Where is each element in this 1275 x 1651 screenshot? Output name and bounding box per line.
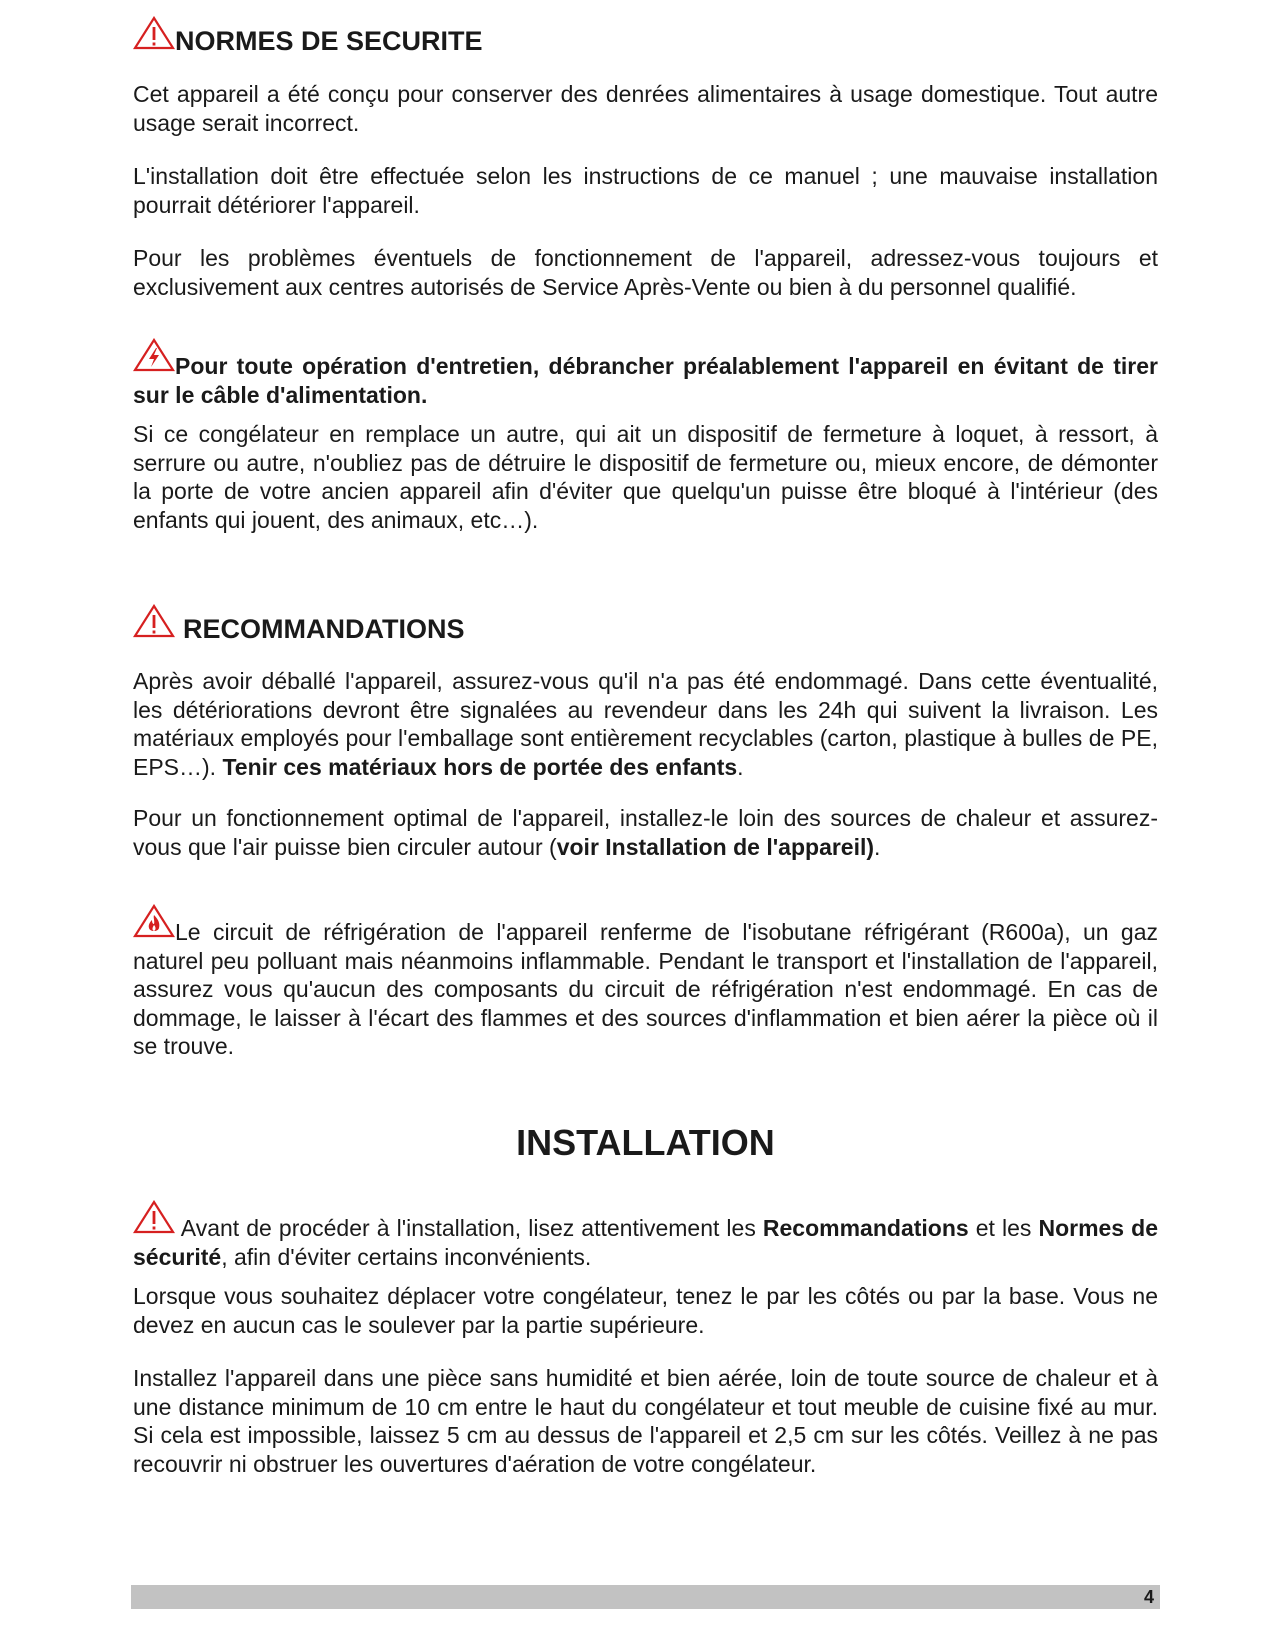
recommendations-paragraph-3 xyxy=(133,904,1158,1061)
installation-paragraph-1 xyxy=(133,1200,1158,1271)
safety-heading xyxy=(133,16,483,57)
rec-p1-end: . xyxy=(737,753,744,780)
maintenance-warning-text: Pour toute opération d'entretien, débrancher préalablement l'appareil en évitant de tirer sur le câble d'alimentation. xyxy=(133,353,1158,408)
rec-p2-bold: voir Installation de l'appareil) xyxy=(556,833,875,860)
page-number: 4 xyxy=(1143,1587,1154,1607)
inst-p1-bold-recommandations: Recommandations xyxy=(762,1215,969,1241)
flammable-hazard-icon xyxy=(133,904,175,947)
electric-hazard-icon xyxy=(133,338,175,381)
recommendations-title: RECOMMANDATIONS xyxy=(183,614,465,644)
installation-paragraph-2: Lorsque vous souhaitez déplacer votre congélateur, tenez le par les côtés ou par la base. Vous ne devez en aucun cas le soulever par la partie supérieure. xyxy=(133,1283,1158,1338)
safety-paragraph-2: L'installation doit être effectuée selon les instructions de ce manuel ; une mauvaise installation pourrait détériorer l'appareil. xyxy=(133,163,1158,218)
rec-p1-text: Après avoir déballé l'appareil, assurez-vous qu'il n'a pas été endommagé. Dans cette éventualité, les détériorations devront être signalées au revendeur dans les 24h qui suivent la livraison. Les matériaux employés pour l'emballage sont entièrement recyclables (carton, plastique à bulles de PE, EPS…). xyxy=(133,668,1158,780)
recommendations-paragraph-2 xyxy=(133,804,1158,861)
inst-p1-e: , afin d'éviter certains inconvénients. xyxy=(221,1243,592,1270)
safety-paragraph-1: Cet appareil a été conçu pour conserver des denrées alimentaires à usage domestique. Tout autre usage serait incorrect. xyxy=(133,81,1158,136)
inst-p1-bold-normes: Normes de sécurité xyxy=(133,1215,1158,1270)
safety-paragraph-3: Pour les problèmes éventuels de fonctionnement de l'appareil, adressez-vous toujours et exclusivement aux centres autorisés de Service Après-Vente ou bien à du personnel qualifié. xyxy=(133,245,1158,300)
safety-paragraph-5: Si ce congélateur en remplace un autre, qui ait un dispositif de fermeture à loquet, à ressort, à serrure ou autre, n'oubliez pas de détruire le dispositif de fermeture ou, mieux encore, de démonter la porte de votre ancien appareil afin d'éviter que quelqu'un puisse être bloqué à l'intérieur (des enfants qui jouent, des animaux, etc…). xyxy=(133,421,1158,533)
footer-bar xyxy=(131,1585,1160,1609)
rec-p2-text: Pour un fonctionnement optimal de l'appareil, installez-le loin des sources de chaleur et assurez-vous que l'air puisse bien circuler autour ( xyxy=(133,805,1158,860)
rec-p2-end: . xyxy=(874,833,881,860)
rec-p1-bold: Tenir ces matériaux hors de portée des enfants xyxy=(222,753,738,780)
safety-title: NORMES DE SECURITE xyxy=(175,26,483,56)
warning-triangle-icon xyxy=(133,16,175,57)
warning-triangle-icon xyxy=(133,1200,175,1243)
installation-title: INSTALLATION xyxy=(516,1122,775,1163)
inst-p1-c: et les xyxy=(968,1215,1039,1241)
warning-triangle-icon xyxy=(133,604,175,645)
flammable-warning-text: Le circuit de réfrigération de l'appareil renferme de l'isobutane réfrigérant (R600a), un gaz naturel peu polluant mais néanmoins inflammable. Pendant le transport et l'installation de l'appareil, assurez vous qu'aucun des composants du circuit de réfrigération n'est endommagé. En cas de dommage, le laisser à l'écart des flammes et des sources d'inflammation et bien aérer la pièce où il se trouve. xyxy=(133,919,1158,1059)
installation-paragraph-3: Installez l'appareil dans une pièce sans humidité et bien aérée, loin de toute source de chaleur et à une distance minimum de 10 cm entre le haut du congélateur et tout meuble de cuisine fixé au mur. Si cela est impossible, laissez 5 cm au dessus de l'appareil et 2,5 cm sur les côtés. Veillez à ne pas recouvrir ni obstruer les ouvertures d'aération de votre congélateur. xyxy=(133,1365,1158,1477)
recommendations-heading xyxy=(133,604,464,645)
safety-maintenance-warning xyxy=(133,338,1158,409)
inst-p1-a: Avant de procéder à l'installation, lisez attentivement les xyxy=(175,1215,763,1241)
recommendations-paragraph-1 xyxy=(133,667,1158,781)
